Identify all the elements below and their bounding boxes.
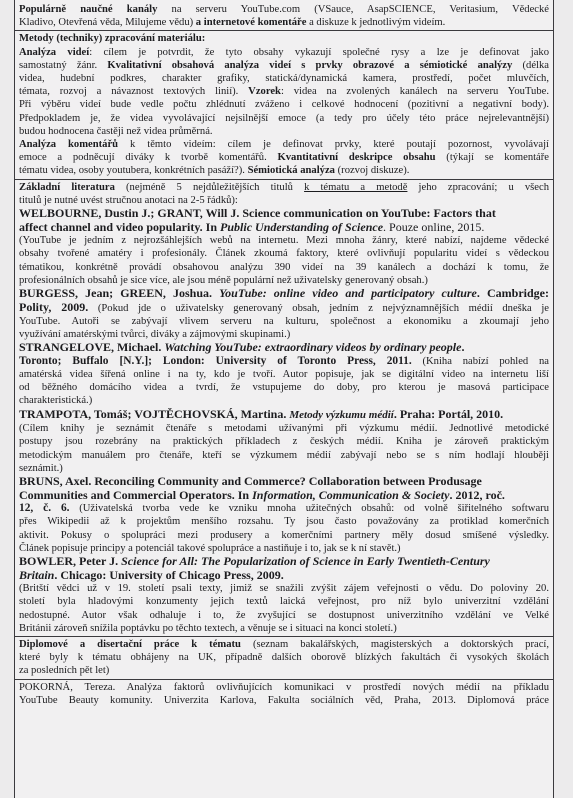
annotation-line: (Britští vědci už v 19. století psali texty, jimiž se snažili zvýšit zájem veřejnosti o vědu. Do poloviny 20.	[19, 583, 549, 595]
annotation-line: využívání amatérskými tvůrci, diváky a zájmovými skupinami.)	[19, 329, 291, 341]
reference-line: Toronto; Buffalo [N.Y.]; London: University of Toronto Press, 2011. (Kniha nabízí pohled na	[19, 354, 549, 367]
reference-trampota	[19, 408, 549, 475]
research-subject-block	[15, 0, 553, 31]
methods-block	[15, 31, 553, 179]
literature-title-line: titulů je nutné uvést stručnou anotaci na 2-5 řádků):	[19, 194, 238, 206]
methods-title: Metody (techniky) zpracování materiálu:	[19, 33, 206, 45]
reference-line: Communities and Commercial Operators. In Information, Communication & Society. 2012, roč.	[19, 488, 505, 502]
annotation-line: Británii zároveň snížila poptávku po těchto textech, a věnuje se i situaci na konci století.)	[19, 622, 397, 634]
subject-line-2: Kladivo, Otevřená věda, Milujeme vědu) a internetové komentáře a diskuze k jednotlivým videím.	[19, 17, 446, 29]
reference-line: 12, č. 6. (Uživatelská tvorba vede ke vzniku mnoha užitečných obsahů: od volně šiřitelného softwaru	[19, 502, 549, 515]
annotation-line: tématikou, konkrétně provádí obsahovou analýzu 390 videí na 39 kanálech a dochází k tomu, že	[19, 261, 549, 273]
reference-bruns	[19, 475, 549, 555]
annotation-line: charakteristická.)	[19, 395, 93, 407]
proposal-document	[14, 0, 554, 798]
theses-title-line: Diplomové a disertační práce k tématu (seznam bakalářských, magisterských a doktorských prací,	[19, 639, 549, 651]
thesis-entry-line: POKORNÁ, Tereza. Analýza faktorů ovlivňujících komunikaci v prostředí nových médií na příkladu	[19, 681, 549, 693]
reference-line: WELBOURNE, Dustin J.; GRANT, Will J. Science communication on YouTube: Factors that	[19, 207, 496, 221]
theses-entries	[15, 680, 553, 708]
annotation-line: obsahy tvořené amatéry i profesionály. Článek zkoumá faktory, které ovlivňují popularitu videí s vědeckou	[19, 248, 549, 260]
methods-line: samostatný žánr. Kvalitativní obsahová analýza videí s prvky obrazové a sémiotické analýzy (délka	[19, 59, 549, 71]
annotation-line: postupy jsou rozebrány na praktických příkladech z českých médií. Kniha je zároveň praktickým	[19, 436, 549, 448]
subject-line-1: Populárně naučné kanály na serveru YouTube.com (VSauce, AsapSCIENCE, Veritasium, Vědecké	[19, 4, 549, 15]
annotation-line: metodickým manuálem pro čtenáře, kteří se výzkumem médií zabývají nebo se s ním hodlají hlouběji	[19, 449, 549, 461]
methods-line: videa, hudební podkres, charakter grafiky, statická/dynamická kamera, prostředí, počet mluvčích,	[19, 73, 549, 85]
theses-title-line: za posledních pět let)	[19, 665, 110, 677]
thesis-entry-line: YouTube Beauty komunity. Univerzita Karlova, Fakulta sociálních věd, Praha, 2013. Diplomová práce	[19, 694, 549, 706]
reference-line: Polity, 2009. (Pokud jde o uživatelsky generovaný obsah, jedním z nejvýznamnějších médií dneška je	[19, 300, 549, 314]
annotation-line: amatérská videa šířená online i na ty, kdo je tvoří. Autor popisuje, jak se digitální video na internetu liší	[19, 369, 549, 381]
annotation-line: od běžného domácího videa a tvrdí, že vstupujeme do doby, pro kterou je masová participace	[19, 382, 549, 394]
annotation-line: YouTube. Autoři se zabývají vlivem serveru na kulturu, společnost a ekonomiku a zkoumají jeho	[19, 315, 549, 327]
methods-line: témata, rozvoj a návaznost textových linií). Vzorek: videa na zvolených kanálech na serveru YouTube.	[19, 86, 549, 98]
annotation-line: (Cílem knihy je seznámit čtenáře s metodami užívanými při výzkumu médií. Jednotlivé metodické	[19, 423, 549, 435]
reference-burgess	[19, 287, 549, 341]
reference-line: BOWLER, Peter J. Science for All: The Popularization of Science in Early Twentieth-Century	[19, 555, 490, 569]
reference-line: TRAMPOTA, Tomáš; VOJTĚCHOVSKÁ, Martina. Metody výzkumu médií. Praha: Portál, 2010.	[19, 407, 504, 421]
reference-line: Britain. Chicago: University of Chicago Press, 2009.	[19, 568, 284, 582]
literature-block	[15, 180, 553, 637]
annotation-line: profesionálních obsahů je sice více, ale jsou méně populární než uživatelsky generovaný obsah.)	[19, 274, 428, 286]
reference-bowler	[19, 555, 549, 635]
literature-title-line: Základní literatura (nejméně 5 nejdůležitějších titulů k tématu a metodě jeho zpracování; u všech	[19, 181, 549, 193]
methods-line: Při výběru videí bude vedle počtu zhlédnutí zváženo i celkové hodnocení (pozitivní a negativní body).	[19, 99, 549, 111]
reference-line: BRUNS, Axel. Reconciling Community and Commerce? Collaboration between Produsage	[19, 475, 482, 489]
reference-line: affect channel and video popularity. In Public Understanding of Science. Pouze online, 2015.	[19, 220, 485, 234]
theses-block	[15, 637, 553, 680]
methods-line: emoce a podněcují diváky k tvorbě komentářů. Kvantitativní deskripce obsahu (týkají se komentáře	[19, 152, 549, 164]
reference-welbourne	[19, 207, 549, 287]
methods-line: Předpokladem je, že videa vyvolávající nejsilnější emoce (a tedy pro účely této práce nejrelevantnější)	[19, 112, 549, 124]
annotation-line: seznámit.)	[19, 462, 63, 474]
methods-line: budou hodnocena častěji než videa průměrná.	[19, 125, 213, 137]
annotation-line: (YouTube je jedním z nejrozšáhlejších webů na internetu. Mezi mnoha žánry, které nabízí, najdeme vědecké	[19, 235, 549, 247]
annotation-line: století byla hladovými konzumenty jejich textů laická veřejnost, pro níž bylo univerzitní vzdělání	[19, 596, 549, 608]
reference-strangelove	[19, 341, 549, 407]
annotation-line: nedostupné. Autor však odhaluje i to, že zvyšující se dostupnost univerzitního vzdělání ve Velké	[19, 609, 549, 621]
methods-line: Analýza videí: cílem je potvrdit, že tyto obsahy vykazují společné rysy a lze je definovat jako	[19, 46, 549, 58]
annotation-line: Článek popisuje principy a potenciál takové spolupráce a nastiňuje i to, jak se k ní stavět.)	[19, 542, 401, 554]
reference-line: BURGESS, Jean; GREEN, Joshua. YouTube: online video and participatory culture. Cambridge:	[19, 287, 549, 301]
annotation-line: přes Wikipedii až k projektům menšího rozsahu. Ty jsou často považovány za protiklad komerčních	[19, 516, 549, 528]
annotation-line: aktivit. Pokusy o spolupráci mezi produsery a komerčními partnery měly dosud smíšené výsledky.	[19, 529, 549, 541]
methods-line: Analýza komentářů k těmto videím: cílem je definovat prvky, které poutají pozornost, vyvolávají	[19, 139, 549, 151]
theses-title-line: které byly k tématu obhájeny na UK, případně dalších oborově blízkých fakultách či vysokých školách	[19, 652, 549, 664]
methods-line: tématu videa, osoby youtubera, konkrétních pasáží?). Sémiotická analýza (rozvoj diskuze).	[19, 165, 410, 177]
reference-line: STRANGELOVE, Michael. Watching YouTube: extraordinary videos by ordinary people.	[19, 341, 465, 355]
